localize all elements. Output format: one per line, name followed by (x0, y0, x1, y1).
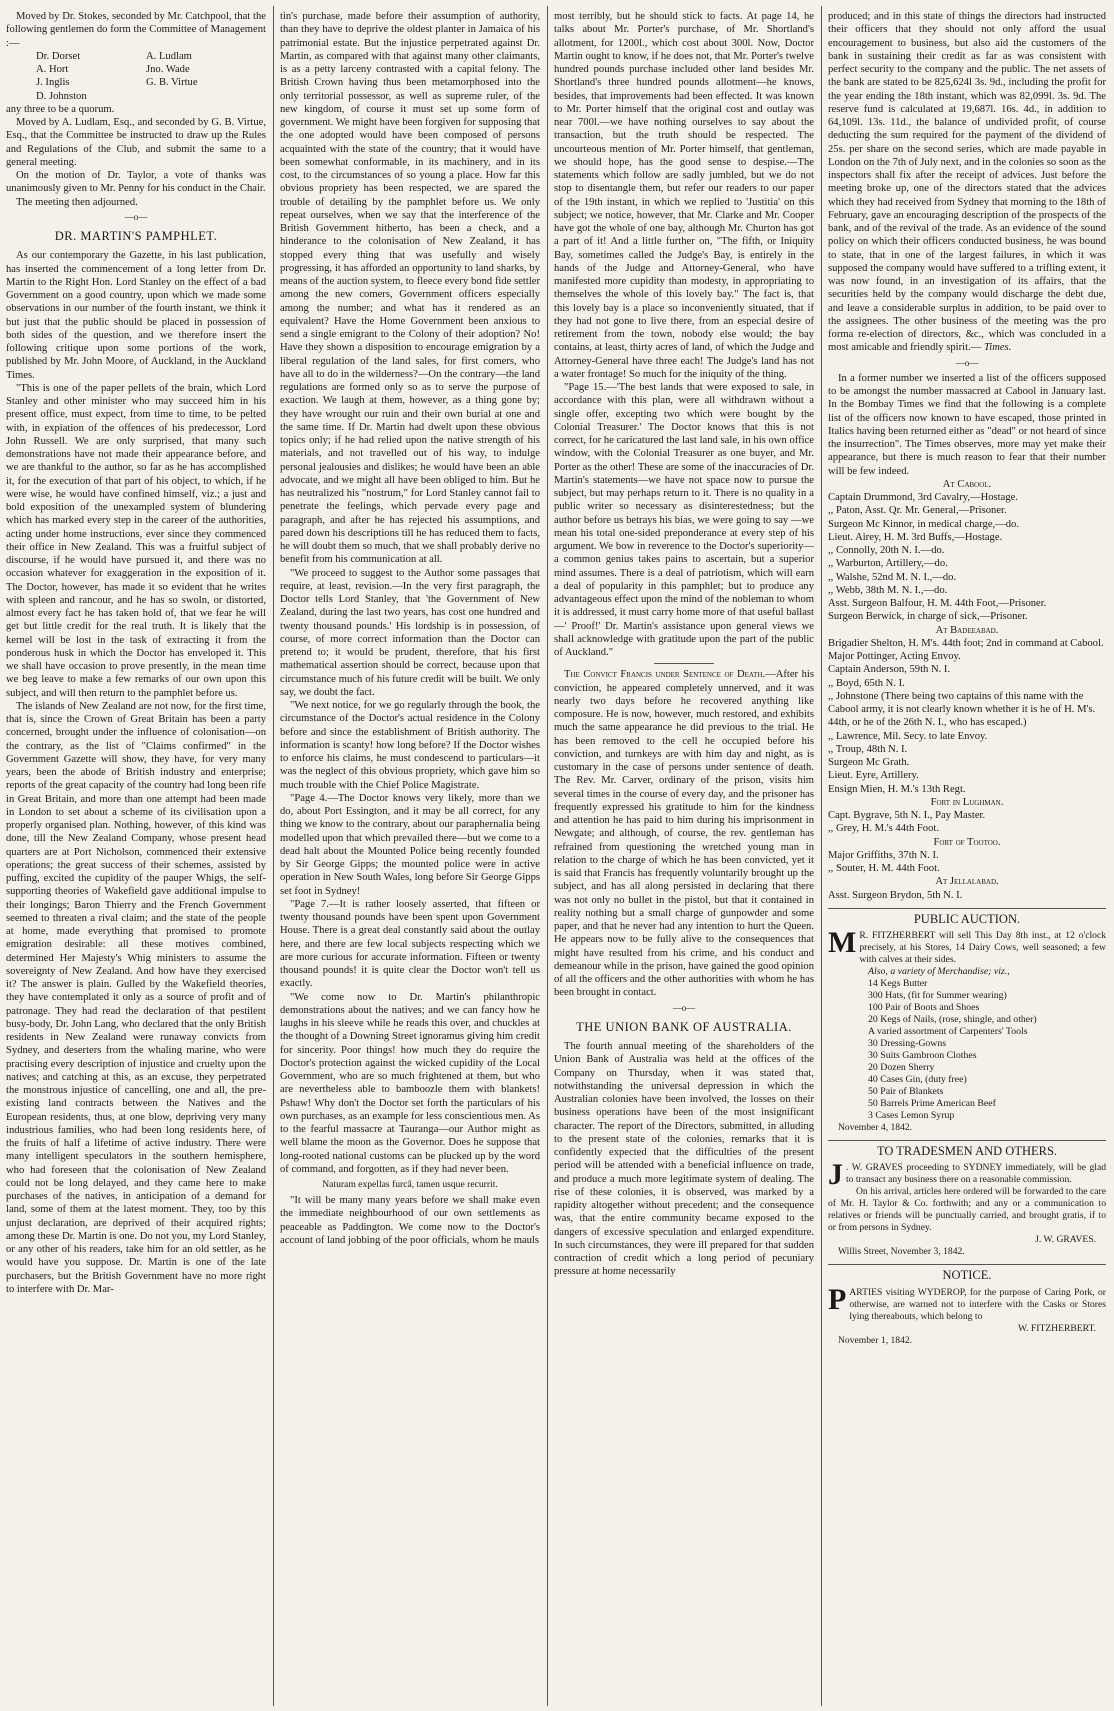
auction-item: 20 Dozen Sherry (868, 1062, 935, 1073)
auction-item: 40 Cases Gin, (duty free) (868, 1074, 967, 1085)
article-paragraph: "Page 7.—It is rather loosely asserted, that fifteen or twenty thousand pounds have been spent upon Government House. There is a great deal constantly said about the outlay here, and there are few local subjects respecting which we are more curious for accurate information. Fifteen or twenty thousand pounds! it is quite clear the Doctor won't tell us exactly. (280, 898, 540, 990)
officer-entry: Ensign Mien, H. M.'s 13th Regt. (828, 783, 966, 795)
ornament: —o— (124, 211, 148, 222)
dropcap: P (828, 1282, 847, 1316)
officer-entry: ,, Boyd, 65th N. I. (828, 677, 905, 689)
auction-items (828, 978, 1106, 1122)
officer-entry: ,, Webb, 38th M. N. I.,—do. (828, 584, 948, 596)
committee-list (6, 50, 266, 63)
officer-entry: Surgeon Berwick, in charge of sick,—Prisoner. (828, 611, 1028, 623)
auction-intro (828, 926, 1106, 966)
officer-list-badeabad (828, 637, 1106, 796)
divider (654, 663, 714, 664)
latin-quote: Naturam expellas furcâ, tamen usque recurrit. (322, 1179, 498, 1190)
article-paragraph: "Page 15.—'The best lands that were exposed to sale, in accordance with this plan, were all withdrawn without a single offer, excepting two which were bought by the Colonial Treasurer.' The Doctor knows that this is not correct, for he caricatured the last land sale, in his own office window, with the Colonial Treasurer as one buyer, and Mr. Porter as the other! These are some of the inaccuracies of Dr. Martin's statements—we have not space now to pursue the subject, but may perhaps return to it. There is no quality in a public writer so necessary as disinterestedness; but the author before us betrays his bias, we were going to say —we mean his total one-sided preponderance at every step of his argument. We bow in reverence to the Doctor's superiority—a common genius takes pains to ascertain, but a superior mind assumes. There is a deal of patriotism, which will earn a deal of popularity in this pamphlet; but to produce any advantageous effect upon the mind of the nobleman to whom it is addressed, it must carry home more of that useful ballast—' Proof!' Dr. Martin's assistance upon general views we shall acknowledge with gratitude upon the part of the public of Auckland." (554, 382, 814, 658)
tradesmen-intro-text: . W. GRAVES proceeding to SYDNEY immediately, will be glad to transact any business there on a reasonable commission. (846, 1162, 1106, 1186)
auction-item: 50 Pair of Blankets (868, 1086, 944, 1097)
officer-entry: ,, Walshe, 52nd M. N. I.,—do. (828, 571, 957, 583)
article-paragraph: As our contemporary the Gazette, in his last publication, has inserted the commencement of a long letter from Dr. Martin to the Right Hon. Lord Stanley on the effect of a bad Government on a good country, upon which we made some observations in our number of the fourth instant, we think it but just that the public should be placed in possession of both sides of the question, and we therefore insert the following critique upon some portions of the work, published by Mr. John Moore, of Auckland, in the Auckland Times. (6, 250, 266, 381)
auction-item: 100 Pair of Boots and Shoes (868, 1002, 980, 1013)
officer-entry: Capt. Bygrave, 5th N. I., Pay Master. (828, 810, 986, 821)
auction-item: 50 Barrels Prime American Beef (868, 1098, 996, 1109)
tradesmen-intro (828, 1158, 1106, 1192)
article-paragraph: "We proceed to suggest to the Author some passages that require, at least, revision.—In the very first paragraph, the Doctor tells Lord Stanley, that 'the Government of New Zealand, during the last two years, has cost one hundred and twenty thousand pounds.' His lordship is in possession, of course, of more correct information than the Doctor can pretend to; it would be prudent, therefore, that his first mathematical assertion should be correct, because upon that circumstance much of his future credit will be built. We only say, we doubt the fact. (280, 567, 540, 698)
auction-item: A varied assortment of Carpenters' Tools (868, 1026, 1028, 1037)
auction-item: 3 Cases Lemon Syrup (868, 1110, 955, 1121)
officer-entry: ,, Warburton, Artillery,—do. (828, 558, 948, 570)
article-paragraph (828, 10, 1106, 355)
column-3 (554, 10, 814, 1705)
article-heading: DR. MARTIN'S PAMPHLET. (54, 229, 218, 243)
ornament: —o— (672, 1002, 696, 1013)
article-paragraph: The islands of New Zealand are not now, for the first time, that is, since the Crown of Great Britain has been a party concerned, brought under the influence of colonisation—on the contrary, as the list of "Claims confirmed" in the Government Gazette will show, they have, for very many years, been the abode of British industry and enterprise; reports of the great capacity of the country had long been rife in Great Britain, and more than one attempt had been made in London to set about a scheme of its civilisation upon a properly organised plan. Nothing, however, of this kind was done, till the New Zealand Company, whose present head quarters are at Port Nicholson, commenced their extensive operations; the great success of their schemes, assisted by puffing, excited the cupidity of the pauper Whigs, the self-supporting theories of Wakefield gave additional impulse to their longings; Baron Thierry and the French Government seemed to threaten a rival claim; and the state of the people at home, made everything that promised to promote emigration desirable: all these motives combined, determined Her Majesty's Whig ministers to assume the sovereignty of New Zealand. And how have they exercised it? The answer is plain. Gulled by the Wakefield theories, they have contemplated it only as a source of profit and of patronage. They had read the declaration of that pestilent busy-body, Dr. John Lang, who declared that the only British residents in New Zealand were runaway convicts from Sydney, and deserters from the whaling marine, who were practising every description of injustice and cruelty upon the natives; and catching at this, as an excuse, they perpetrated the monstrous injustice of cancelling, one and all, the pre-existing land contracts between the Natives and the European residents, thus, at one blow, depriving very many industrious families, who had been long residents here, of the fruits of half a lifetime of active industry. There were many intelligent speculators in the southern hemisphere, who had foreseen that the colonisation of New Zealand could not be long delayed, and they came here to make purchases of the natives, in anticipation of a demand for land, some of them at the latest moment. They, too by this unjust declaration, are deprived of their acquired rights; among these Dr. Martin is one. Do not you, my Lord Stanley, or any other of his readers, take him for an old settler, as he would have you suppose. Dr. Martin is one of the late purchasers, but the British Government have no more right to interfere with Dr. Mar- (6, 700, 266, 1295)
article-paragraph: "This is one of the paper pellets of the brain, which Lord Stanley and other minister who may succeed him in his present office, must expect, from time to time, to be pelted with, in expiation of the offences of his predecessor, Lord John Russell. We are only surprised, that many such demonstrations have not made their appearance before, and we are thankful to the author, so far as he has accomplished it, for the execution of that part of his object, to which, if he were wise, he would have confined himself, viz.; a just and bold exposition of the unexampled system of blundering which has marked every step in the career of the authorities, acting under home instructions, ever since they commenced their office in New Zealand. This was a fruitful subject of discourse, if he would have pursued it, and there was no occasion whatever for exaggeration in the exposition of it. The Doctor, however, has made it so evident that he writes with spleen and rancour, and he has so swoln, or distorted, almost every fact he has taken hold of, that we fear he will get but little credit for the real truth. It is likely that the kernel will be lost in the task of extracting it from the ponderous husk in which the Doctor has enveloped it. This we shall have occasion to prove presently, in the mean time we beg leave to make a few remarks of our own upon this subject, and will then return to the pamphlet before us. (6, 382, 266, 699)
committee-member: Dr. Dorset (36, 50, 81, 62)
auction-item: 300 Hats, (fit for Summer wearing) (868, 990, 1007, 1001)
location-heading: Fort in Lughman. (930, 796, 1004, 808)
committee-member: J. Inglis (36, 77, 70, 89)
officer-entry: Major Pottinger, Acting Envoy. (828, 651, 961, 662)
committee-list (6, 63, 266, 76)
column-4 (828, 10, 1106, 1705)
column-1 (6, 10, 266, 1705)
officer-entry: Major Griffiths, 37th N. I. (828, 849, 939, 861)
convict-lead: The Convict Francis under Sentence of Death. (564, 669, 766, 681)
location-heading: At Badeeabad. (935, 624, 999, 636)
column-rule (821, 6, 822, 1706)
officer-entry: Asst. Surgeon Balfour, H. M. 44th Foot,—Prisoner. (828, 598, 1047, 609)
signature: J. W. GRAVES. (1035, 1234, 1096, 1246)
officer-entry: Asst. Surgeon Brydon, 5th N. I. (828, 889, 963, 901)
column-rule (547, 6, 548, 1706)
committee-list (6, 76, 266, 89)
tradesmen-heading: TO TRADESMEN AND OTHERS. (828, 1140, 1106, 1158)
officer-entry: ,, Johnstone (There being two captains of this name with the Cabool army, it is not clearly known whether it is he of H. M's. 44th, or he of the 26th N. I., who has escaped.) (828, 690, 1096, 729)
meeting-motion-2: Moved by A. Ludlam, Esq., and seconded by G. B. Virtue, Esq., that the Committee be instructed to draw up the Rules and Regulations of the Club, and submit the same to a general meeting. (6, 117, 266, 168)
officer-list-cabool (828, 491, 1106, 624)
officer-entry: ,, Lawrence, Mil. Secy. to late Envoy. (828, 730, 988, 742)
ornament: —o— (955, 357, 979, 368)
auction-item: 20 Kegs of Nails, (rose, shingle, and other) (868, 1014, 1037, 1025)
officer-entry: Brigadier Shelton, H. M's. 44th foot; 2nd in command at Cabool. (828, 637, 1104, 649)
quorum-note: any three to be a quorum. (6, 103, 115, 115)
auction-intro-text: R. FITZHERBERT will sell This Day 8th inst., at 12 o'clock precisely, at his Stores, 14 Dairy Cows, well seasoned; a few with calves at their sides. (859, 930, 1106, 965)
address-date: Willis Street, November 3, 1842. (838, 1246, 965, 1258)
source-credit: Times. (983, 342, 1012, 354)
officer-entry: ,, Troup, 48th N. I. (828, 743, 908, 755)
officer-entry: Lieut. Eyre, Artillery. (828, 770, 919, 782)
officer-entry: ,, Paton, Asst. Qr. Mr. General,—Prisoner. (828, 505, 1007, 517)
auction-item: 30 Suits Gambroon Clothes (868, 1050, 977, 1061)
article-paragraph: "We next notice, for we go regularly through the book, the circumstance of the Doctor's actual residence in the Colony before and since the establishment of British authority. The information is scanty! how long before? If the Doctor wishes to enforce his claims, he must condescend to particulars—it was the neglect of this obvious propriety, which gave him so much trouble with the Chief Police Magistrate. (280, 700, 540, 791)
committee-member: G. B. Virtue (146, 77, 198, 89)
union-bank-heading: THE UNION BANK OF AUSTRALIA. (576, 1019, 792, 1034)
officer-entry: ,, Grey, H. M.'s 44th Foot. (828, 823, 939, 835)
notice-body (828, 1282, 1106, 1323)
auction-item: 30 Dressing-Gowns (868, 1038, 947, 1049)
column-rule (273, 6, 274, 1706)
committee-member: A. Ludlam (146, 50, 192, 62)
location-heading: At Cabool. (942, 478, 992, 490)
article-paragraph: The fourth annual meeting of the shareholders of the Union Bank of Australia was held at the offices of the Company on Thursday, when it was stated that, notwithstanding the universal depression in which the Australian colonies have been involved, the losses on their business operations have been of the most insignificant character. The report of the Directors, submitted, in alluding to the present state of the colonies, remarks that it is confidently expected that the difficulties of the present period will be attended with a beneficial influence on trade, and produce a much more legitimate system of dealing. The rise of these colonies, it is observed, was marked by a rapidity altogether without precedent; and the consequence was, that the entire community became exposed to the dangers of excessive speculation and enlarged expenditure. In such circumstances, they were ill prepared for that sudden contraction of credit which a long period of pecuniary pressure at home necessarily (554, 1041, 814, 1278)
committee-member: D. Johnston (36, 90, 87, 102)
auction-heading: PUBLIC AUCTION. (828, 908, 1106, 926)
notice-body-text: ARTIES visiting WYDEROP, for the purpose of Caring Pork, or otherwise, are warned not to interfere with the Casks or Stores lying thereabouts, which belong to (849, 1286, 1106, 1322)
article-paragraph: most terribly, but he should stick to facts. At page 14, he talks about Mr. Porter's purchase, of Mr. Shortland's allotment, for 1200l., which cost about 300l. Now, Doctor Martin ought to know, if he does not, that Mr. Porter's twelve hundred pounds purchase included other land besides Mr. Shortland's three hundred pounds allotment—he knows, besides, that improvements had been effected. It was known to Mr. Porter himself that the original cost and outlay was near 700l.—we have nothing ourselves to say about the transaction, but the truth should be respected. The uncourteous mention of Mr. Porter himself, that gentleman, we should hope, has the good sense to despise.—The statements which follow are sadly jumbled, but we do not stop to disentangle them, but refer our readers to our paper of the 19th instant, in which we replied to 'Justitia' on this subject; we notice, however, that Mr. Clarke and Mr. Cooper have got the whole of one bay, although Mr. Churton has got a part of it! And a little further on, "The fifth, or Iniquity Bay, sometimes called the Judge's Bay, is entirely in the hands of the Judge and Attorney-General, who have manifested more cupidity than modesty, in appropriating to themselves the whole of this lovely bay." The fact is, that this lovely bay is a place so inconveniently situated, that if they had not gone to live there, from an especial desire of retirement from the town, nobody else would; the bay contains, at least, thirty acres of land, of which the Judge and Attorney-General have three each! The Judge's land has not a water frontage! So much for the iniquity of the thing. (554, 11, 814, 380)
auction-item: 14 Kegs Butter (868, 978, 928, 989)
meeting-motion-1: Moved by Dr. Stokes, seconded by Mr. Catchpool, that the following gentlemen do form the Committee of Management :— (6, 11, 266, 49)
article-paragraph: "Page 4.—The Doctor knows very likely, more than we do, about Port Essington, and it may be all correct, for any thing we know to the contrary, about our paraphernalia being modelled upon that which prevailed there—but we come to a dead halt about the Mounted Police being recently founded by Sir George Gipps; the mounted police were in active operation in New South Wales, long before Sir George Gipps set foot in Sydney! (280, 792, 540, 897)
article-paragraph: "It will be many many years before we shall make even the immediate neighbourhood of our own settlements as peaceable as Paddington. We come now to the Doctor's account of land jobbing of the poor officials, whom he mauls (280, 1195, 540, 1246)
officer-entry: Captain Drummond, 3rd Cavalry,—Hostage. (828, 492, 1018, 503)
union-bank-continued: produced; and in this state of things the directors had instructed their officers that they should not only afford the usual encouragement to business, but also aid the customers of the bank in sustaining their credit as far as was consistent with perfect security to the company and the public. The net assets of the bank are stated to be 825,624l 3s. 9d., including the profit for the year ending the 18th instant, which was 82,099l. 3s. 9d. The reserve fund is calculated at 19,687l. 16s. 4d., in addition to 64,109l. 13s. 11d., the balance of undivided profit, of course deducting the sum required for the payment of the dividend of 25s. per share on the second series, which are made payable in London on the 7th of July next, and in the colonies so soon as the inspectors shall fix after the receipt of advices. Just before the meeting broke up, one of the directors stated that the advices which they had received from Sydney that morning to the 18th of February, gave an encouraging description of the prospects of the bank, and of the revival of the trade. As an evidence of the sound policy on which their officers conducted business, he was bound to state, that in one of the largest failures, in which it was supposed the company would have suffered to a trifling extent, it was now found, in an investigation of its affairs, that the securities held by the company would discharge the debt due, and leave a considerable surplus in addition, to be paid over to the assignees. The other business of the meeting was the pro forma re-election of directors, &c., which was concluded in a most amicable and friendly spirit.— (828, 11, 1106, 354)
officer-entry: ,, Souter, H. M. 44th Foot. (828, 863, 940, 874)
article-paragraph: "We come now to Dr. Martin's philanthropic demonstrations about the natives; and we can fancy how he laughs in his sleeve while he reads this over, and chuckles at the thought of a Downing Street ignoramus giving him credit for sincerity. Poor things! how much they do require the Doctor's protection against the wicked cupidity of the Local Government, who are so much frightened at them, but who are nevertheless able to bamboozle them with blankets! Pshaw! Why don't the Doctor set forth the particulars of his own purchases, as an example for less conscientious men. As to the fearful massacre at Tauranga—our Author might as well blame the moon as the Governor. Does he suppose that long-rooted national customs can be plucked up by the word of command, and forgotten, as if they had never been. (280, 991, 540, 1175)
committee-member: A. Hort (36, 64, 69, 75)
dropcap: M (828, 926, 857, 959)
officer-entry: Lieut. Airey, H. M. 3rd Buffs,—Hostage. (828, 531, 1003, 543)
officer-entry: ,, Connolly, 20th N. I.—do. (828, 545, 945, 556)
auction-date: November 4, 1842. (838, 1122, 913, 1133)
dropcap: J (828, 1158, 843, 1192)
article-paragraph: tin's purchase, made before their assumption of authority, than they have to deprive the oldest planter in Jamaica of his patrimonial estate. But the injustice perpetrated against Dr. Martin, as compared with that against many other claimants, is as a petty larceny contrasted with a capital felony. The British Crown having thus been metamorphosed into the only territorial possessor, as well as supreme ruler, of the new kingdom, of course it must set up some form of government. We might have been forgiven for supposing that the one adopted would have been composed of persons acquainted with the state of the country; that it would have been somewhat conformable, in its machinery, and in its cost, to the circumstances of so young a place. How far this obvious propriety has been respected, we are spared the trouble of detailing by the pamphlet before us. We only repeat ourselves, when we say that the interference of the British Government hitherto, has been a check, and a hinderance to the colonisation of New Zealand, it has stopped every thing that was usefully and wisely progressing, it has afforded an opportunity to land sharks, by means of the auction system, to fleece every bond fide settler among the new comers, Government officers especially among the number; and what has it rendered as an equivalent? Have the Home Government been anxious to send a single emigrant to the Colony of their adoption? No! Have they shown a disposition to encourage emigration by a liberal regulation of the land sales, for first comers, who have all to do in the wilderness?—On the contrary—the land regulations are formed only so as to serve the purpose of exaction. We laugh at them, however, as a thing gone by; they have wrought our ruin and their own burial at one and the same time. If Dr. Martin had dwelt upon these obvious topics only; if he had relied upon the native strength of his materials, and not travelled out of his way, to indulge personal jealousies and dislikes; he would have been an able advocate, and we might all have been obliged to him. But he has neutralized his "nostrum," for Lord Stanley cannot fail to penetrate the feelings, which pervade every page and paragraph, and after he has rejected his assumptions, and pared down his descriptions till he has reduced them to facts, he will doubt them so much, that we shall probably derive no benefit from his communication at all. (280, 11, 540, 566)
tradesmen-paragraph: On his arrival, articles here ordered will be forwarded to the care of Mr. H. Taylor & Co. forthwith; and any or a communication to relatives or friends will be punctually carried, and brought gratis, if to or from persons in Sydney. (828, 1186, 1106, 1234)
committee-member: Jno. Wade (146, 64, 190, 75)
convict-paragraph: —After his conviction, he appeared completely unnerved, and it was nearly two days before he recovered anything like composure. He is now, however, much restored, and exhibits much the same appearance he did previous to the trial. He has been removed to the cell he occupied before his conviction, and turnkeys are with him day and night, as is customary in the case of persons under sentence of death. The Rev. Mr. Carver, ordinary of the prison, visits him several times in the course of every day, and the prisoner has frequently expressed his gratitude to him for the kindness and attention he has paid to him during his imprisonment in Newgate; and although, of course, the rev. gentleman has refrained from questioning the wretched young man in relation to the charge of which he has been convicted, yet it is said that Francis has frequently voluntarily brought up the subject, and has all along persisted in declaring that there was not only no bullet in the pistol, but that it contained in reality nothing but a small charge of gunpowder and some paper, and that he never had any intention to hurt the Queen. He appears now to be fully alive to the consequences that might have resulted from his crime, and his conduct and demeanour while in the prison, have gained the good opinion of all the officers and the other authorities with whom he has been brought in contact. (554, 669, 814, 999)
signature: W. FITZHERBERT. (1017, 1322, 1096, 1334)
location-heading: Fort of Tootoo. (933, 836, 1001, 848)
meeting-motion-3: On the motion of Dr. Taylor, a vote of thanks was unanimously given to Mr. Penny for his conduct in the Chair. (6, 170, 266, 195)
officer-entry: Surgeon Mc Kinnor, in medical charge,—do. (828, 518, 1020, 530)
officer-entry: Surgeon Mc Grath. (828, 757, 910, 768)
committee-list (6, 90, 266, 103)
location-heading: At Jellalabad. (935, 876, 999, 888)
officers-intro: In a former number we inserted a list of the officers supposed to be amongst the number massacred at Cabool in January last. In the Bombay Times we find that the following is a complete list of the officers now known to have escaped, those printed in Italics having been returned either as "dead" or not heard of since the insurrection". The Times observes, more may yet make their appearance, but there is much reason to fear that their number will be few indeed. (828, 372, 1106, 477)
notice-heading: NOTICE. (828, 1264, 1106, 1282)
notice-date: November 1, 1842. (838, 1334, 913, 1346)
officer-entry: Captain Anderson, 59th N. I. (828, 664, 951, 676)
column-2 (280, 10, 540, 1705)
meeting-adjourned: The meeting then adjourned. (16, 196, 138, 208)
auction-also: Also, a variety of Merchandise; viz., (868, 966, 1010, 977)
